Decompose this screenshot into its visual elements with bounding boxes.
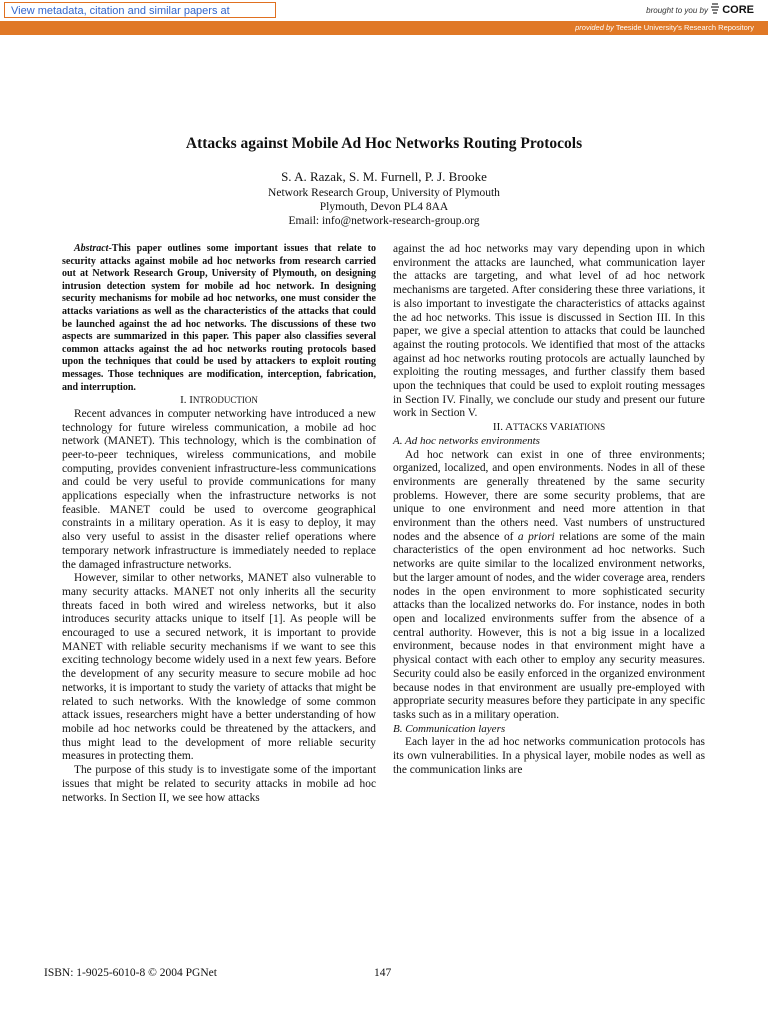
abstract-label: Abstract (74, 243, 109, 254)
provided-by-label: provided by (575, 23, 614, 32)
layers-paragraph: Each layer in the ad hoc networks communication protocols has its own vulnerabilities. In a physical layer, mobile nodes as well as the communication links are (393, 736, 705, 776)
paper-authors: S. A. Razak, S. M. Furnell, P. J. Brooke (281, 169, 487, 184)
core-header-bar (0, 0, 768, 36)
intro-paragraph-3: The purpose of this study is to investigate some of the important issues that might be related to security attacks in mobile ad hoc networks. In Section II, we see how attacks (62, 764, 376, 804)
affiliation-line-1: Network Research Group, University of Plymouth (268, 187, 500, 199)
page-number: 147 (374, 967, 392, 979)
provided-by-text (575, 22, 754, 34)
core-logo-text: CORE (722, 4, 754, 16)
section-heading-introduction: I. INTRODUCTION (180, 394, 258, 407)
brought-to-you-label: brought to you by (646, 6, 708, 15)
paper-title: Attacks against Mobile Ad Hoc Networks Routing Protocols (185, 135, 583, 152)
core-link-prefix: View metadata, citation and similar papers at (11, 5, 230, 17)
left-column (62, 243, 376, 805)
right-paragraph-1: against the ad hoc networks may vary depending upon in which environment the attacks are launched, what communication layer the attacks are targeting, and what level of ad hoc network mechanisms are targeted. After considering these three variations, it is also important to investigate the characteristics of attacks against the ad hoc networks. This issue is discussed in Section III. In this paper, we give a special attention to attacks that could be launched against the routing protocols. We identified that most of the attacks against ad hoc networks routing protocols are actually launched by exploiting the routing messages, and further classify them based upon the techniques that could be used to exploit routing messages in Section IV. Finally, we conclude our study and present our future work in Section V. (393, 243, 705, 420)
footer-isbn: ISBN: 1-9025-6010-8 © 2004 PGNet (44, 967, 217, 979)
subsection-heading-a: A. Ad hoc networks environments (393, 434, 540, 447)
right-column (393, 243, 705, 777)
affiliation-line-2: Plymouth, Devon PL4 8AA (319, 201, 449, 213)
intro-paragraph-2: However, similar to other networks, MANET also vulnerable to many security attacks. MANET not only inherits all the security threats faced in both wired and wireless networks, but it also introduces security attacks unique to itself [1]. As people will be encouraged to use a secured network, it is important to provide MANET with reliable security mechanisms if we want to see this exciting technology become widely used in a next few years. Before the development of any security measure to secure mobile ad hoc networks, it is important to study the variety of attacks that might be related to such networks. With the knowledge of some common attack issues, researchers might have a better understanding of how mobile ad hoc networks could be threatened by the attackers, and thus might lead to the development of more reliable security measures in protecting them. (62, 572, 376, 763)
core-metadata-link[interactable] (4, 2, 276, 18)
abstract (62, 243, 376, 394)
intro-paragraph-1: Recent advances in computer networking have introduced a new technology for future wireless communication, a mobile ad hoc network (MANET). This technology, which is the combination of peer-to-peer techniques, wireless communications, and mobile computing, provides convenient infrastructure-less communications and could be very useful to provide communications for many applications especially when the infrastructure networks is not feasible. MANET could be used to overcome geographical constraints in a military operation. As it is easy to deploy, it may also very useful to assist in the disaster relief operations where temporary network infrastructure is immediately needed to replace the damaged infrastructure networks. (62, 407, 376, 571)
core-logo[interactable] (710, 2, 754, 18)
subsection-heading-b: B. Communication layers (393, 722, 506, 735)
repository-name: Teeside University's Research Repository (615, 23, 754, 32)
core-logo-icon (710, 3, 720, 15)
section-heading-attacks-variations: II. ATTACKS VARIATIONS (492, 421, 606, 434)
environments-paragraph: Ad hoc network can exist in one of three environments; organized, localized, and open environments. Nodes in all of these environments are generally threatened by the same security problems. However, there are some security problems, that are unique to one environment and need more attention in that environment than the others need. Vast numbers of unstructured nodes and the absence of a priori relations are some of the main characteristics of the open environment ad hoc networks. Such networks are quite similar to the localized environment networks, but the larger amount of nodes, and the wider coverage area, renders nodes in the open environment to more sophisticated security attacks than the localized networks do. For instance, nodes in both open and localized environments suffer from the absence of a central authority. However, this is not a big issue in a localized environment, because nodes in that environment might have a physical contact with each other to employ any security measures. Security could also be easily enforced in the organized environment because nodes in that environment are usually pre-employed with appropriate security measures before they participate in any specific tasks such as in a military operation. (393, 448, 705, 721)
abstract-text: -This paper outlines some important issues that relate to security attacks against mobile ad hoc networks from research carried out at Network Research Group, University of Plymouth, on designing intrusion detection system for mobile ad hoc network. In designing security mechanisms for mobile ad hoc networks, one must consider the attacks variations as well as the characteristics of the attacks that could be launched against the ad hoc networks. The discussions of these two aspects are summarized in this paper. This paper also classifies several common attacks against the ad hoc networks routing protocols based upon the techniques that could be used by attackers to exploit routing messages. Those techniques are modification, interception, fabrication, and interruption. (62, 243, 376, 393)
affiliation-email: Email: info@network-research-group.org (288, 215, 480, 227)
